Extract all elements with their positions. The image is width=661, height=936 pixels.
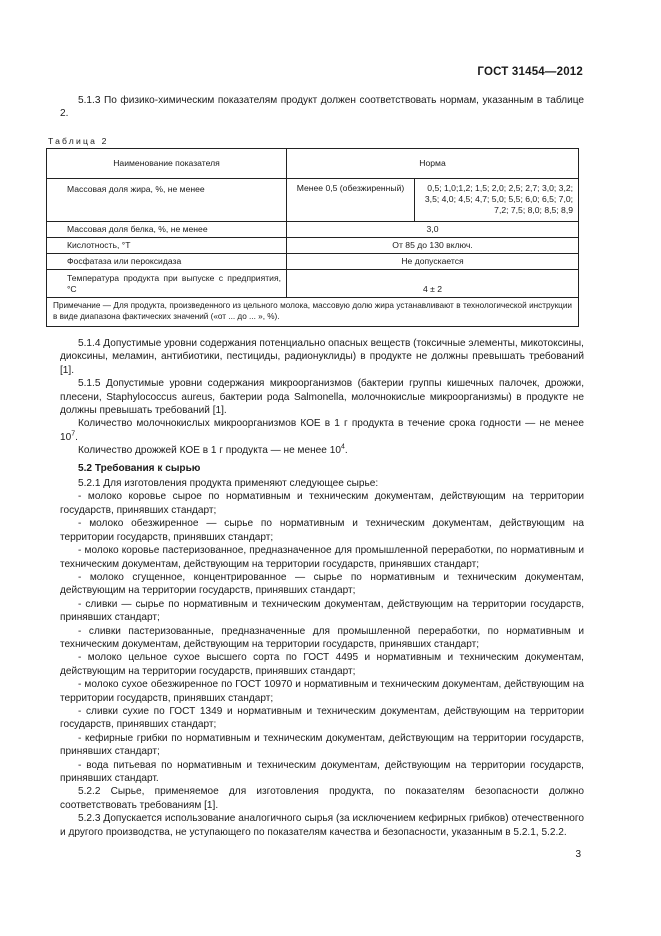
paragraph-5-2-1: 5.2.1 Для изготовления продукта применяют следующее сырье: xyxy=(78,478,379,490)
koe-lactic-exponent: 7 xyxy=(71,430,76,438)
row-norm: Не допускается xyxy=(287,254,579,270)
list-item: - молоко обезжиренное — сырье по нормативным и техническим документам, действующим на территории государств, принявших стандарт; xyxy=(60,518,584,543)
paragraph-5-2-3: 5.2.3 Допускается использование аналогичного сырья (за исключением кефирных грибков) отечественного и другого производства, не уступающего по показателям качества и безопасности, указанным в 5.2.1, 5.2.2. xyxy=(60,813,584,838)
koe-lactic-text: Количество молочнокислых микроорганизмов КОЕ в 1 г продукта в течение срока годности — не менее 10 xyxy=(60,418,584,443)
table-row xyxy=(47,238,579,254)
row-norm: От 85 до 130 включ. xyxy=(287,238,579,254)
table-row xyxy=(47,179,579,222)
row-name: Кислотность, °Т xyxy=(47,238,287,254)
page-number: 3 xyxy=(575,849,581,860)
document-number: ГОСТ 31454—2012 xyxy=(477,66,583,78)
table-note: Примечание — Для продукта, произведенного из цельного молока, массовую долю жира устанавливают в технологической инструкции в виде диапазона фактических значений («от ... до ... », %). xyxy=(47,298,579,327)
list-item: - сливки пастеризованные, предназначенные для промышленной переработки, по нормативным и техническим документам, действующим на территории государств, принявших стандарт; xyxy=(60,625,584,650)
paragraph-5-2-2: 5.2.2 Сырье, применяемое для изготовления продукта, по показателям безопасности должно соответствовать требованиям [1]. xyxy=(60,786,584,811)
list-item: - молоко коровье пастеризованное, предназначенное для промышленной переработки, по нормативным и техническим документам, действующим на территории государств, принявших стандарт; xyxy=(60,545,584,570)
section-heading-5-2: 5.2 Требования к сырью xyxy=(78,462,201,474)
paragraph-koe-lactic: Количество молочнокислых микроорганизмов КОЕ в 1 г продукта в течение срока годности — не менее $10^7$. xyxy=(60,418,584,443)
row-name: Массовая доля белка, %, не менее xyxy=(47,222,287,238)
row-name: Массовая доля жира, %, не менее xyxy=(47,179,287,222)
list-item: - молоко коровье сырое по нормативным и техническим документам, действующим на территории государств, принявших стандарт; xyxy=(60,491,584,516)
row-name: Фосфатаза или пероксидаза xyxy=(47,254,287,270)
table-row xyxy=(47,222,579,238)
list-item: - кефирные грибки по нормативным и техническим документам, действующим на территории государств, принявших стандарт; xyxy=(60,732,584,758)
koe-yeast-text: Количество дрожжей КОЕ в 1 г продукта — не менее 10 xyxy=(78,445,341,457)
list-item: - молоко сухое обезжиренное по ГОСТ 10970 и нормативным и техническим документам, действующим на территории государств, принявших стандарт; xyxy=(60,679,584,704)
list-item: - сливки сухие по ГОСТ 1349 и нормативным и техническим документам, действующим на территории государств, принявших стандарт; xyxy=(60,705,584,731)
paragraph-5-1-4: 5.1.4 Допустимые уровни содержания потенциально опасных веществ (токсичные элементы, микотоксины, диоксины, меламин, антибиотики, пестициды, радионуклиды) в продукте не должны превышать требований [1]. xyxy=(60,338,584,376)
paragraph-5-1-5: 5.1.5 Допустимые уровни содержания микроорганизмов (бактерии группы кишечных палочек, дрожжи, плесени, Staphylococcus aureus, бактерии рода Salmonella, молочнокислые микроорганизмы) в продукте не должны превышать требований [1]. xyxy=(60,378,584,417)
header-indicator-name: Наименование показателя xyxy=(47,149,287,179)
row-norm: 3,0 xyxy=(287,222,579,238)
row-norm-right: 0,5; 1,0;1,2; 1,5; 2,0; 2,5; 2,7; 3,0; 3,2; 3,5; 4,0; 4,5; 4,7; 5,0; 5,5; 6,0; 6,5; 7,0; 7,2; 7,5; 8,0; 8,5; 8,9 xyxy=(415,179,579,222)
paragraph-koe-yeast: Количество дрожжей КОЕ в 1 г продукта — не менее $10^4$. xyxy=(78,443,348,457)
paragraph-5-1-3: 5.1.3 По физико-химическим показателям продукт должен соответствовать нормам, указанным в таблице 2. xyxy=(60,95,584,120)
header-norm: Норма xyxy=(287,149,579,179)
table-row xyxy=(47,254,579,270)
list-item: - молоко сгущенное, концентрированное — сырье по нормативным и техническим документам, действующим на территории государств, принявших стандарт; xyxy=(60,571,584,597)
table-row xyxy=(47,270,579,298)
table-note-row xyxy=(47,298,579,327)
row-norm: 4 ± 2 xyxy=(287,270,579,298)
row-name: Температура продукта при выпуске с предприятия, °С xyxy=(47,270,287,298)
table-caption: Таблица 2 xyxy=(48,136,109,146)
table-header-row xyxy=(47,149,579,179)
list-item: - сливки — сырье по нормативным и техническим документам, действующим на территории государств, принявших стандарт; xyxy=(60,598,584,624)
list-item: - молоко цельное сухое высшего сорта по ГОСТ 4495 и нормативным и техническим документам, действующим на территории государств, принявших стандарт; xyxy=(60,652,584,677)
body-text xyxy=(60,337,584,839)
table-2 xyxy=(46,148,579,327)
koe-yeast-exponent: 4 xyxy=(340,443,345,451)
list-item: - вода питьевая по нормативным и техническим документам, действующим на территории государств, принявших стандарт. xyxy=(60,759,584,784)
row-norm-left: Менее 0,5 (обезжиренный) xyxy=(287,179,415,222)
